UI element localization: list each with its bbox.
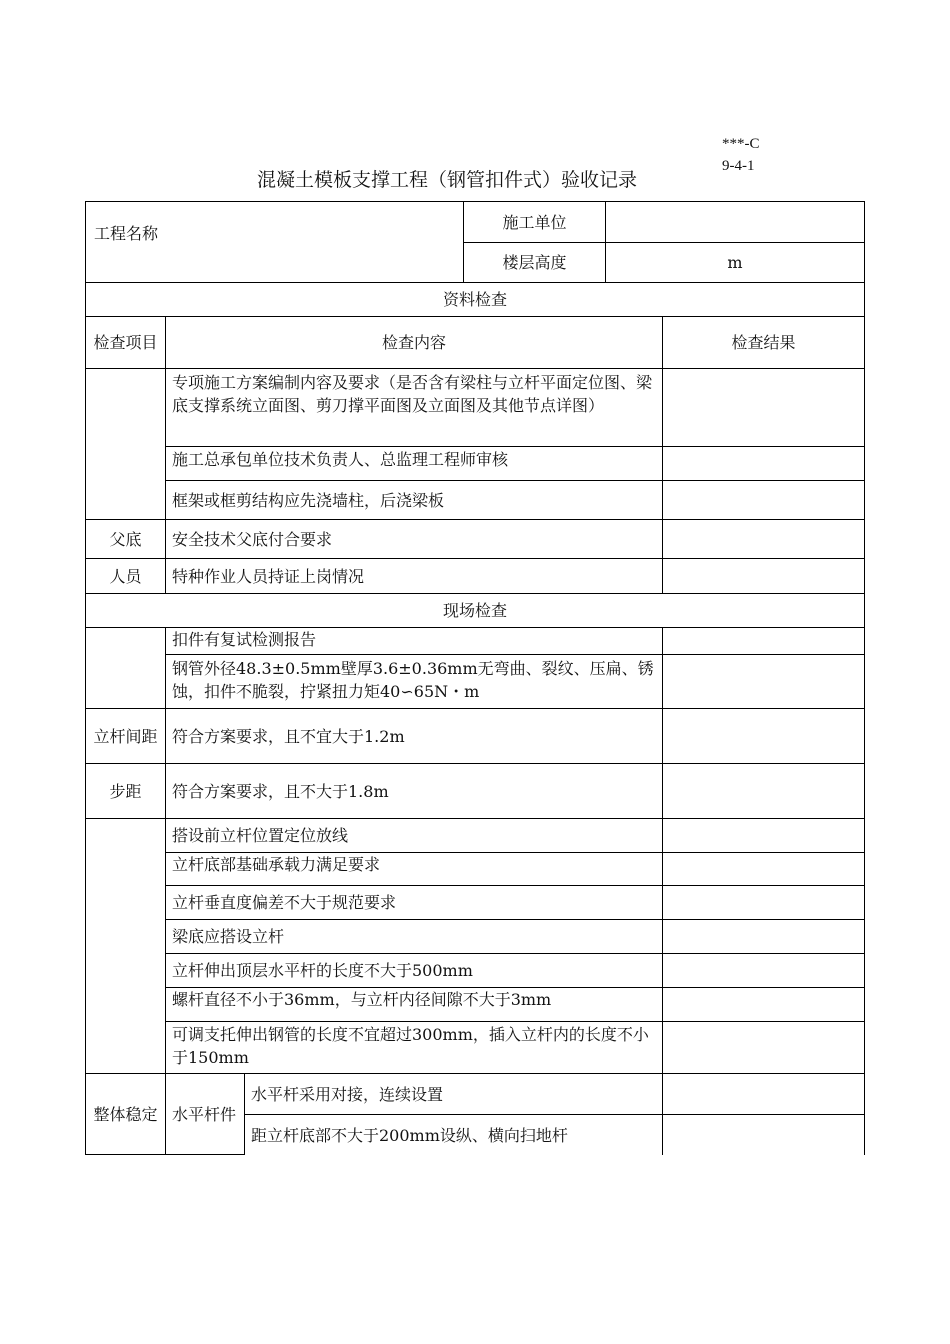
row-pole-vertical: 立杆垂直度偏差不大于规范要求: [165, 885, 662, 919]
row-pour-order: 框架或框剪结构应先浇墙柱，后浇梁板: [165, 480, 662, 519]
item-horizontal: 水平杆件: [165, 1073, 244, 1155]
construction-unit-label: 施工单位: [463, 201, 605, 242]
result-beam-pole[interactable]: [662, 919, 865, 953]
floor-height-value[interactable]: m: [605, 242, 865, 282]
row-pole-base: 立杆底部基础承载力满足要求: [165, 852, 662, 885]
item-step: 步距: [85, 763, 165, 818]
row-plan-review: 施工总承包单位技术负责人、总监理工程师审核: [165, 446, 662, 480]
result-plan-requirement[interactable]: [662, 368, 865, 446]
item-poles: [85, 818, 165, 1073]
construction-unit-value[interactable]: [605, 201, 865, 242]
form-code: ***-C9-4-1: [722, 136, 760, 174]
row-horizontal-butt: 水平杆采用对接，连续设置: [244, 1073, 662, 1114]
item-materials: [85, 627, 165, 708]
row-beam-pole: 梁底应搭设立杆: [165, 919, 662, 953]
row-jack-extension: 可调支托伸出钢管的长度不宜超过300mm，插入立杆内的长度不小于150mm: [165, 1021, 662, 1073]
document-title: 混凝土模板支撑工程（钢管扣件式）验收记录: [257, 169, 638, 191]
result-plan-review[interactable]: [662, 446, 865, 480]
project-name-label: 工程名称: [85, 201, 463, 282]
row-plan-requirement: 专项施工方案编制内容及要求（是否含有梁柱与立杆平面定位图、梁底支撑系统立面图、剪刀撑平面图及立面图及其他节点详图）: [165, 368, 662, 446]
result-pour-order[interactable]: [662, 480, 865, 519]
result-fastener-report[interactable]: [662, 627, 865, 654]
result-briefing[interactable]: [662, 519, 865, 558]
row-pole-extension: 立杆伸出顶层水平杆的长度不大于500mm: [165, 953, 662, 987]
row-personnel: 特种作业人员持证上岗情况: [165, 558, 662, 593]
result-horizontal-butt[interactable]: [662, 1073, 865, 1114]
column-result-header: 检查结果: [662, 316, 865, 368]
row-briefing: 安全技术父底付合要求: [165, 519, 662, 558]
item-briefing: 父底: [85, 519, 165, 558]
row-fastener-report: 扣件有复试检测报告: [165, 627, 662, 654]
floor-height-label: 楼层高度: [463, 242, 605, 282]
result-pole-extension[interactable]: [662, 953, 865, 987]
item-spacing: 立杆间距: [85, 708, 165, 763]
result-sweep-pole[interactable]: [662, 1114, 865, 1155]
result-personnel[interactable]: [662, 558, 865, 593]
section-documents-title: 资料检查: [85, 282, 865, 316]
row-screw-diameter: 螺杆直径不小于36mm，与立杆内径间隙不大于3mm: [165, 987, 662, 1021]
item-personnel: 人员: [85, 558, 165, 593]
item-stability: 整体稳定: [85, 1073, 165, 1155]
row-pole-layout: 搭设前立杆位置定位放线: [165, 818, 662, 852]
row-sweep-pole: 距立杆底部不大于200mm设纵、横向扫地杆: [244, 1114, 662, 1155]
result-pole-vertical[interactable]: [662, 885, 865, 919]
result-pole-layout[interactable]: [662, 818, 865, 852]
row-spacing: 符合方案要求，且不宜大于1.2m: [165, 708, 662, 763]
column-content-header: 检查内容: [165, 316, 662, 368]
column-item-header: 检查项目: [85, 316, 165, 368]
result-pole-base[interactable]: [662, 852, 865, 885]
result-spacing[interactable]: [662, 708, 865, 763]
result-jack-extension[interactable]: [662, 1021, 865, 1073]
result-pipe-spec[interactable]: [662, 654, 865, 708]
result-screw-diameter[interactable]: [662, 987, 865, 1021]
row-step: 符合方案要求，且不大于1.8m: [165, 763, 662, 818]
section-site-title: 现场检查: [85, 593, 865, 627]
item-plan: [85, 368, 165, 519]
result-step[interactable]: [662, 763, 865, 818]
row-pipe-spec: 钢管外径48.3±0.5mm壁厚3.6±0.36mm无弯曲、裂纹、压扁、锈蚀，扣件不脆裂，拧紧扭力矩40∽65N・m: [165, 654, 662, 708]
